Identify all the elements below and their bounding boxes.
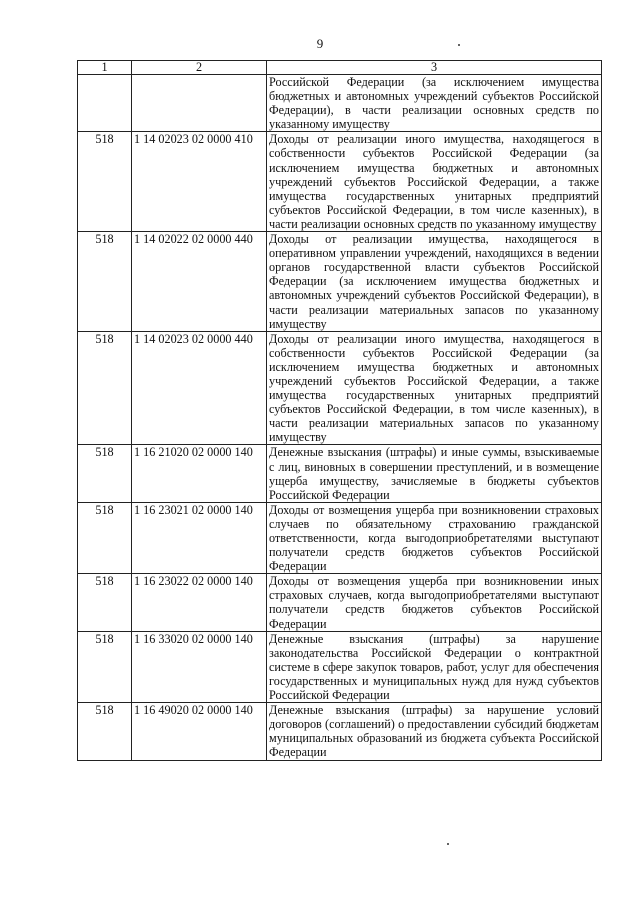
admin-code-cell: 518	[78, 703, 132, 760]
table-row	[78, 631, 602, 702]
table-row	[78, 502, 602, 573]
table-row	[78, 75, 602, 132]
revenue-codes-table	[77, 60, 602, 761]
table-row	[78, 574, 602, 631]
admin-code-cell	[78, 75, 132, 132]
table-row	[78, 445, 602, 502]
revenue-code-cell: 1 16 23022 02 0000 140	[132, 574, 267, 631]
header-row	[78, 61, 602, 75]
revenue-code-cell: 1 14 02023 02 0000 410	[132, 132, 267, 232]
table-row	[78, 132, 602, 232]
header-col-3: 3	[267, 61, 602, 75]
description-cell: Доходы от реализации иного имущества, находящегося в собственности субъектов Российской Федерации (за исключением имущества бюджетных и автономных учреждений субъектов Российской Федерации, а также имущества государственных унитарных предприятий субъектов Российской Федерации, в том числе казенных), в части реализации материальных запасов по указанному имуществу	[267, 331, 602, 445]
revenue-code-cell: 1 14 02022 02 0000 440	[132, 232, 267, 332]
admin-code-cell: 518	[78, 232, 132, 332]
table-row	[78, 331, 602, 445]
description-cell: Доходы от реализации имущества, находящегося в оперативном управлении учреждений, находящихся в ведении органов государственной власти субъектов Российской Федерации (за исключением имущества бюджетных и автономных учреждений субъектов Российской Федерации), в части реализации материальных запасов по указанному имуществу	[267, 232, 602, 332]
revenue-code-cell: 1 16 21020 02 0000 140	[132, 445, 267, 502]
table-row	[78, 703, 602, 760]
description-cell: Денежные взыскания (штрафы) за нарушение законодательства Российской Федерации о контрактной системе в сфере закупок товаров, работ, услуг для обеспечения государственных и муниципальных нужд для нужд субъектов Российской Федерации	[267, 631, 602, 702]
scan-speck	[447, 843, 449, 845]
admin-code-cell: 518	[78, 631, 132, 702]
admin-code-cell: 518	[78, 574, 132, 631]
admin-code-cell: 518	[78, 502, 132, 573]
table-row	[78, 232, 602, 332]
revenue-code-cell: 1 14 02023 02 0000 440	[132, 331, 267, 445]
header-col-1: 1	[78, 61, 132, 75]
scan-speck	[458, 44, 460, 46]
revenue-code-cell: 1 16 49020 02 0000 140	[132, 703, 267, 760]
description-cell: Денежные взыскания (штрафы) за нарушение условий договоров (соглашений) о предоставлении субсидий бюджетам муниципальных образований из бюджета субъекта Российской Федерации	[267, 703, 602, 760]
description-cell: Денежные взыскания (штрафы) и иные суммы, взыскиваемые с лиц, виновных в совершении преступлений, и в возмещение ущерба имуществу, зачисляемые в бюджеты субъектов Российской Федерации	[267, 445, 602, 502]
description-cell: Российской Федерации (за исключением имущества бюджетных и автономных учреждений субъектов Российской Федерации), в части реализации основных средств по указанному имуществу	[267, 75, 602, 132]
header-col-2: 2	[132, 61, 267, 75]
description-cell: Доходы от возмещения ущерба при возникновении страховых случаев по обязательному страхованию гражданской ответственности, когда выгодоприобретателями выступают получатели средств бюджетов субъектов Российской Федерации	[267, 502, 602, 573]
page-number: 9	[316, 36, 324, 51]
description-cell: Доходы от реализации иного имущества, находящегося в собственности субъектов Российской Федерации (за исключением имущества бюджетных и автономных учреждений субъектов Российской Федерации, а также имущества государственных унитарных предприятий субъектов Российской Федерации, в том числе казенных), в части реализации основных средств по указанному имуществу	[267, 132, 602, 232]
revenue-code-cell	[132, 75, 267, 132]
admin-code-cell: 518	[78, 132, 132, 232]
revenue-code-cell: 1 16 33020 02 0000 140	[132, 631, 267, 702]
admin-code-cell: 518	[78, 331, 132, 445]
admin-code-cell: 518	[78, 445, 132, 502]
revenue-code-cell: 1 16 23021 02 0000 140	[132, 502, 267, 573]
description-cell: Доходы от возмещения ущерба при возникновении иных страховых случаев, когда выгодоприобретателями выступают получатели средств бюджетов субъектов Российской Федерации	[267, 574, 602, 631]
